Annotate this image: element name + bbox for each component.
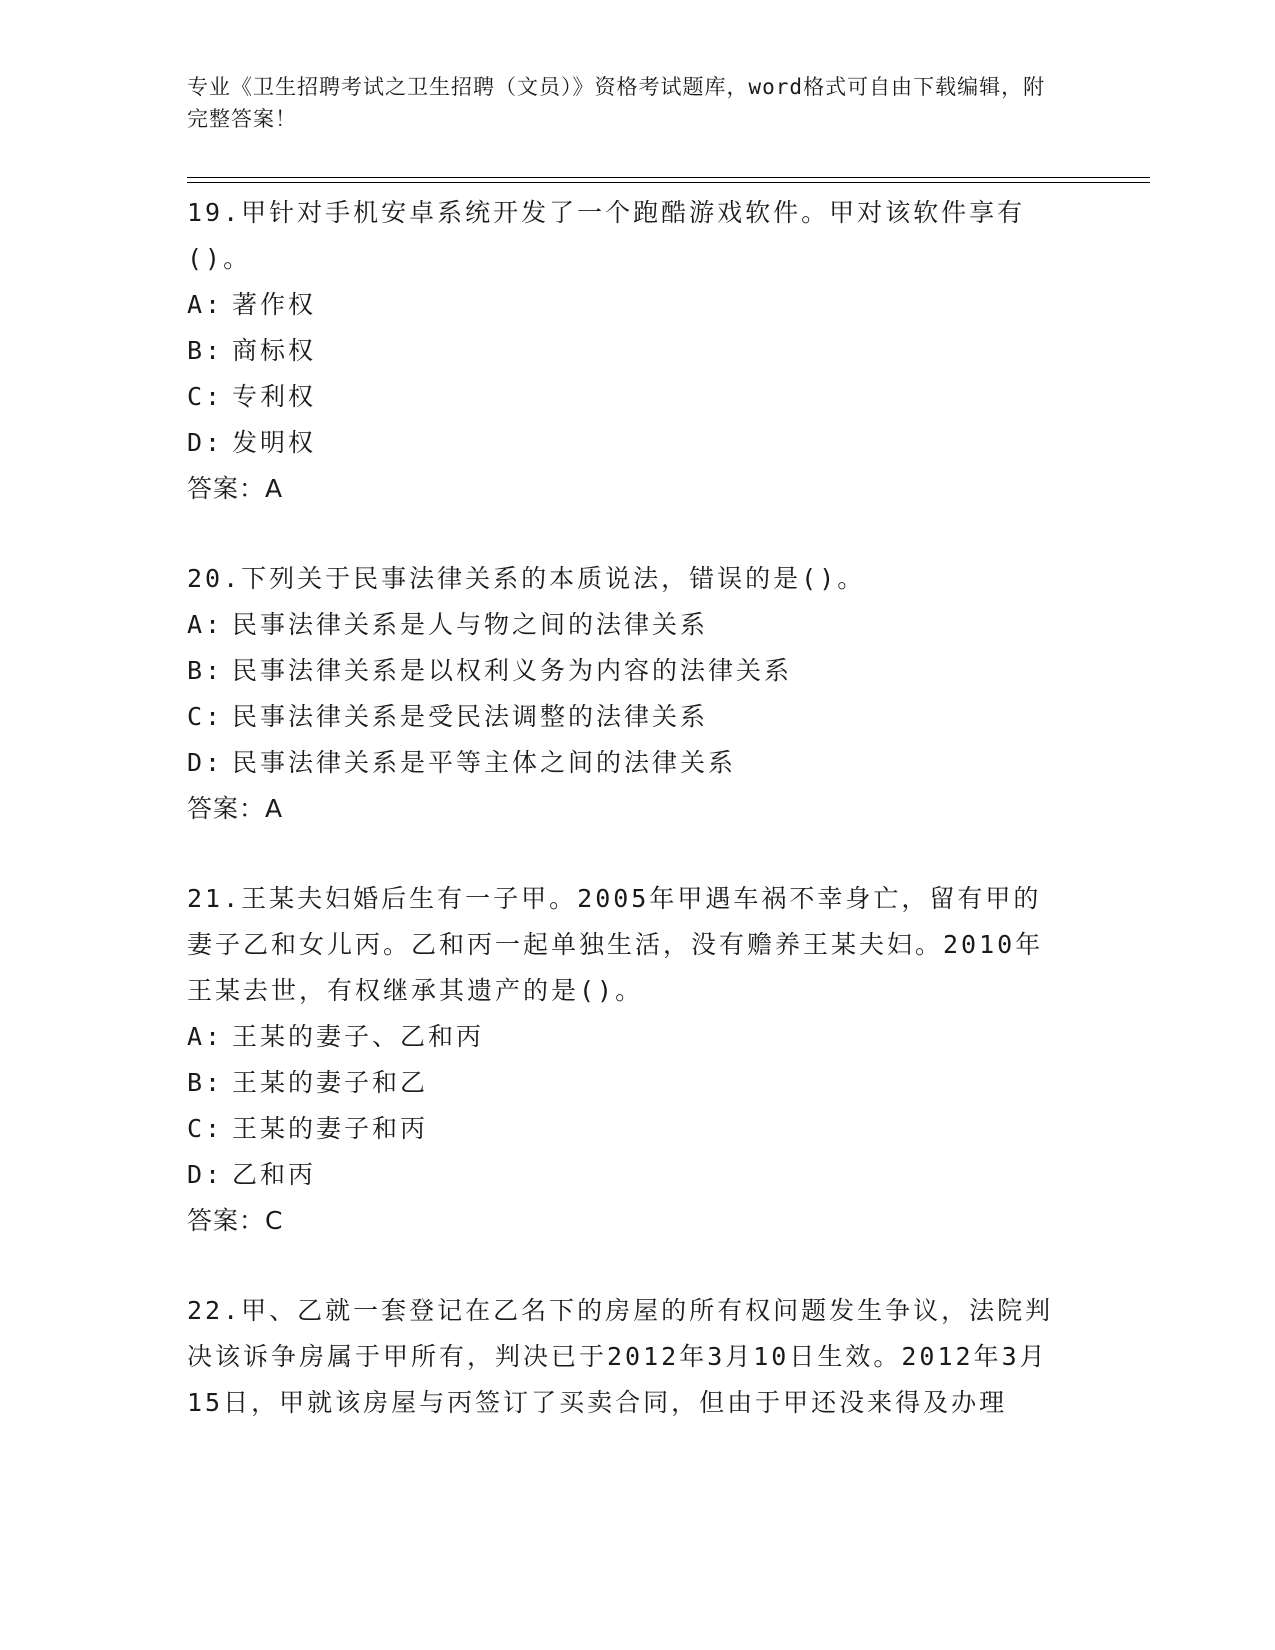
option-d (187, 1152, 1067, 1198)
answer-line: 答案：A (187, 474, 284, 503)
question-stem: 20.下列关于民事法律关系的本质说法，错误的是()。 (187, 564, 866, 593)
option-letter: D: (187, 428, 224, 457)
question-22 (187, 1288, 1067, 1426)
option-a (187, 282, 1067, 328)
option-text: 民事法律关系是受民法调整的法律关系 (232, 702, 709, 731)
option-a (187, 602, 1067, 648)
option-letter: B: (187, 1068, 224, 1097)
option-text: 王某的妻子和丙 (232, 1114, 429, 1143)
question-21 (187, 876, 1067, 1244)
option-letter: B: (187, 336, 224, 365)
option-letter: A: (187, 1022, 224, 1051)
option-b (187, 648, 1067, 694)
option-d (187, 420, 1067, 466)
option-text: 民事法律关系是平等主体之间的法律关系 (232, 748, 737, 777)
option-text: 王某的妻子和乙 (232, 1068, 429, 1097)
answer-line: 答案：C (187, 1206, 284, 1235)
question-19 (187, 190, 1067, 512)
option-letter: A: (187, 610, 224, 639)
option-text: 乙和丙 (232, 1160, 317, 1189)
question-stem: 22.甲、乙就一套登记在乙名下的房屋的所有权问题发生争议，法院判决该诉争房属于甲所有，判决已于2012年3月10日生效。2012年3月15日，甲就该房屋与丙签订了买卖合同，但由于甲还没来得及办理 (187, 1296, 1054, 1417)
option-text: 商标权 (232, 336, 317, 365)
document-header: 专业《卫生招聘考试之卫生招聘（文员）》资格考试题库，word格式可自由下载编辑，附完整答案！ (187, 75, 1046, 131)
option-letter: C: (187, 1114, 224, 1143)
option-text: 著作权 (232, 290, 317, 319)
option-text: 民事法律关系是人与物之间的法律关系 (232, 610, 709, 639)
option-c (187, 1106, 1067, 1152)
option-b (187, 1060, 1067, 1106)
option-b (187, 328, 1067, 374)
question-stem: 21.王某夫妇婚后生有一子甲。2005年甲遇车祸不幸身亡，留有甲的妻子乙和女儿丙。乙和丙一起单独生活，没有赡养王某夫妇。2010年王某去世，有权继承其遗产的是()。 (187, 884, 1044, 1005)
option-text: 王某的妻子、乙和丙 (232, 1022, 485, 1051)
option-letter: C: (187, 702, 224, 731)
option-letter: B: (187, 656, 224, 685)
option-letter: C: (187, 382, 224, 411)
question-list (187, 190, 1067, 1470)
header-divider-top (187, 177, 1150, 178)
question-stem: 19.甲针对手机安卓系统开发了一个跑酷游戏软件。甲对该软件享有()。 (187, 198, 1026, 273)
header-divider-bottom (187, 182, 1150, 183)
option-text: 发明权 (232, 428, 317, 457)
option-d (187, 740, 1067, 786)
option-text: 民事法律关系是以权利义务为内容的法律关系 (232, 656, 793, 685)
option-letter: D: (187, 748, 224, 777)
option-text: 专利权 (232, 382, 317, 411)
answer-line: 答案：A (187, 794, 284, 823)
option-c (187, 694, 1067, 740)
question-20 (187, 556, 1067, 832)
option-c (187, 374, 1067, 420)
option-letter: A: (187, 290, 224, 319)
option-a (187, 1014, 1067, 1060)
option-letter: D: (187, 1160, 224, 1189)
